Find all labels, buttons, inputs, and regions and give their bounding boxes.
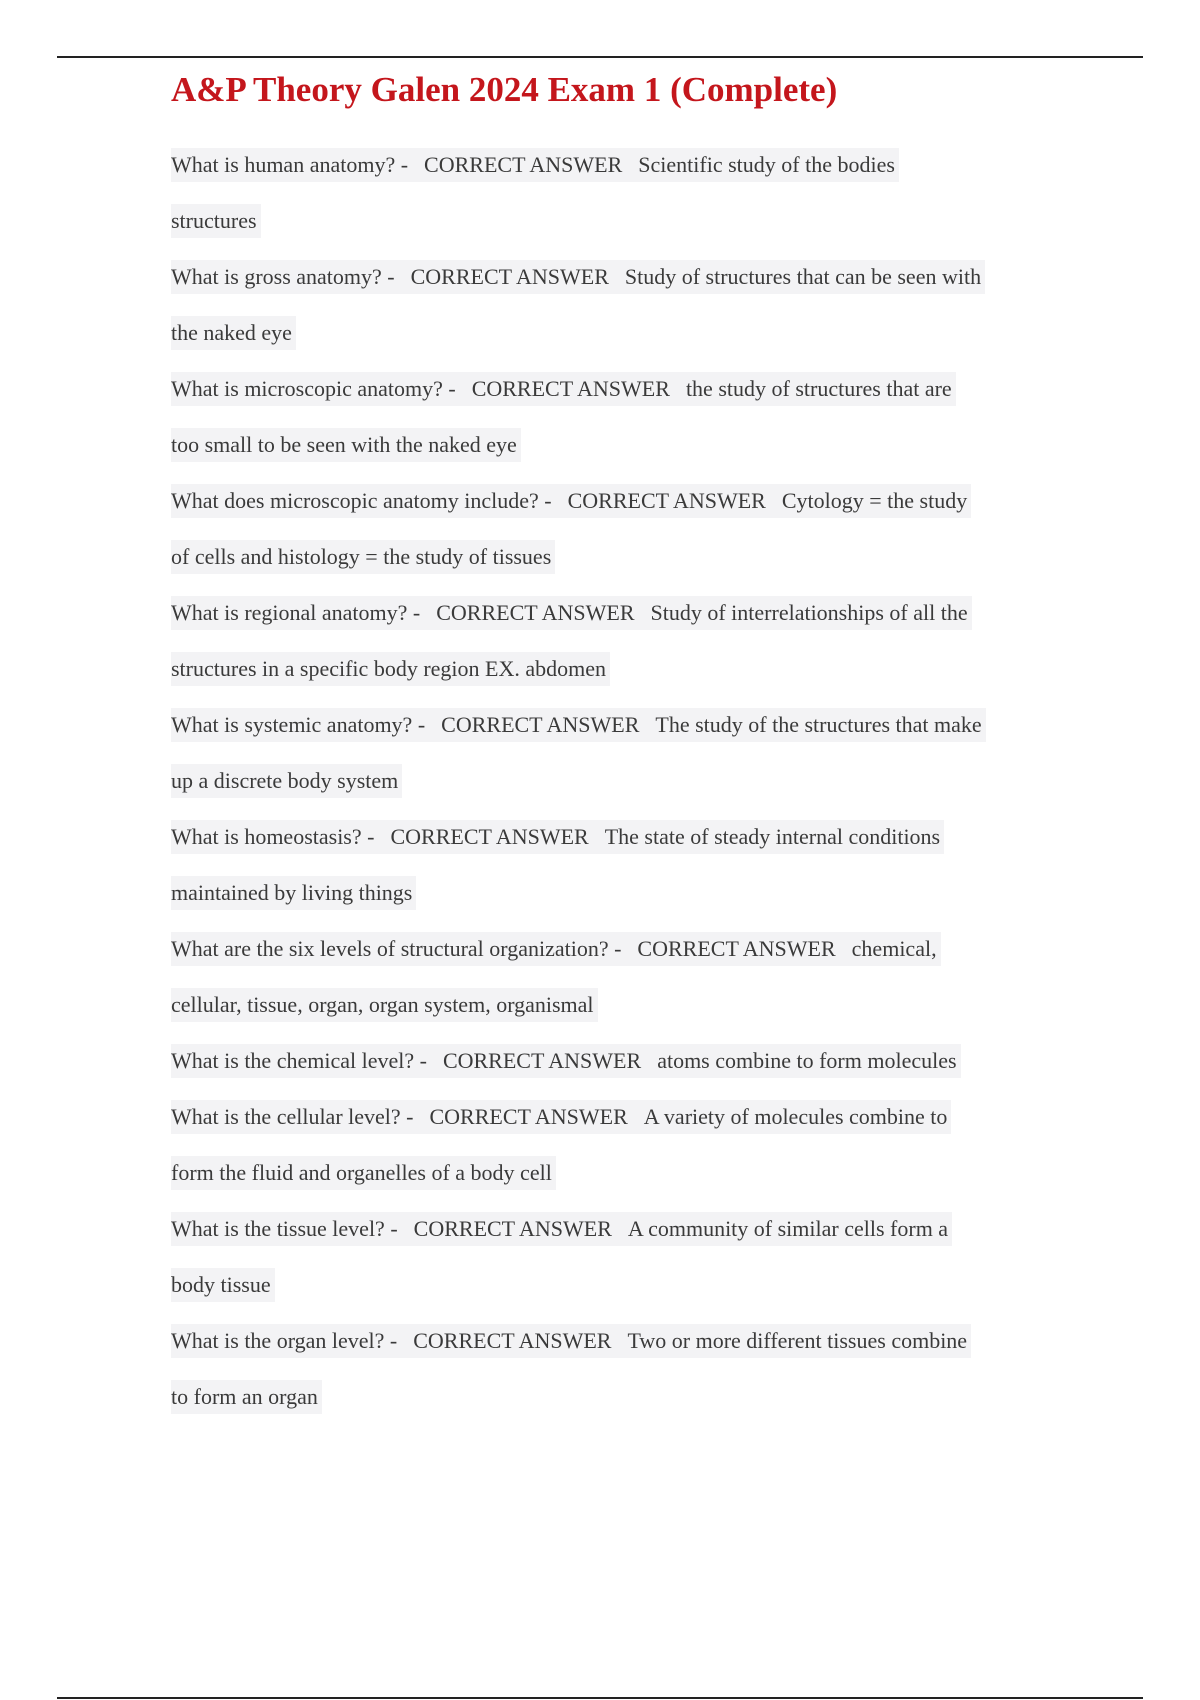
correct-answer-label: CORRECT ANSWER: [413, 1216, 612, 1241]
answer-text: The study of the structures that make: [655, 712, 982, 737]
question-separator: -: [614, 936, 622, 961]
answer-continuation-line: the naked eye: [171, 316, 296, 350]
answer-text: A variety of molecules combine to: [643, 1104, 948, 1129]
qa-question-line: [171, 932, 941, 966]
answer-text: Scientific study of the bodies: [638, 152, 895, 177]
qa-question-line: [171, 372, 956, 406]
question-separator: -: [417, 712, 426, 737]
question-separator: -: [389, 1328, 398, 1353]
correct-answer-label: CORRECT ANSWER: [441, 712, 640, 737]
question-separator: -: [400, 152, 409, 177]
answer-text: A community of similar cells form a: [627, 1216, 949, 1241]
qa-question-line: [171, 1100, 951, 1134]
answer-text: Cytology = the study: [781, 488, 968, 513]
correct-answer-label: CORRECT ANSWER: [567, 488, 766, 513]
question-separator: -: [448, 376, 456, 401]
question-text: What does microscopic anatomy include?: [171, 488, 539, 513]
question-text: What is regional anatomy?: [171, 600, 408, 625]
question-text: What is human anatomy?: [171, 152, 396, 177]
question-separator: -: [412, 600, 421, 625]
answer-text: Study of interrelationships of all the: [650, 600, 968, 625]
answer-continuation-line: form the fluid and organelles of a body cell: [171, 1156, 556, 1190]
answer-continuation-line: of cells and histology = the study of tissues: [171, 540, 555, 574]
qa-question-line: [171, 1324, 971, 1358]
question-text: What is gross anatomy?: [171, 264, 382, 289]
question-separator: -: [390, 1216, 398, 1241]
correct-answer-label: CORRECT ANSWER: [390, 824, 589, 849]
correct-answer-label: CORRECT ANSWER: [637, 936, 836, 961]
answer-text: atoms combine to form molecules: [657, 1048, 957, 1073]
correct-answer-label: CORRECT ANSWER: [413, 1328, 612, 1353]
question-separator: -: [406, 1104, 414, 1129]
correct-answer-label: CORRECT ANSWER: [471, 376, 670, 401]
correct-answer-label: CORRECT ANSWER: [410, 264, 609, 289]
answer-continuation-line: body tissue: [171, 1268, 275, 1302]
correct-answer-label: CORRECT ANSWER: [424, 152, 623, 177]
answer-text: The state of steady internal conditions: [604, 824, 941, 849]
question-text: What is microscopic anatomy?: [171, 376, 443, 401]
question-text: What is homeostasis?: [171, 824, 362, 849]
bottom-rule: [57, 1697, 1143, 1699]
qa-question-line: [171, 1044, 961, 1078]
qa-question-line: [171, 708, 986, 742]
qa-question-line: [171, 820, 944, 854]
qa-question-line: [171, 484, 971, 518]
answer-continuation-line: structures in a specific body region EX. abdomen: [171, 652, 610, 686]
answer-text: chemical,: [851, 936, 937, 961]
question-separator: -: [367, 824, 375, 849]
answer-text: Study of structures that can be seen with: [624, 264, 982, 289]
question-text: What is the organ level?: [171, 1328, 385, 1353]
answer-continuation-line: up a discrete body system: [171, 764, 402, 798]
question-text: What are the six levels of structural organization?: [171, 936, 609, 961]
question-separator: -: [419, 1048, 427, 1073]
correct-answer-label: CORRECT ANSWER: [429, 1104, 628, 1129]
answer-continuation-line: maintained by living things: [171, 876, 416, 910]
answer-continuation-line: too small to be seen with the naked eye: [171, 428, 521, 462]
correct-answer-label: CORRECT ANSWER: [442, 1048, 642, 1073]
answer-continuation-line: cellular, tissue, organ, organ system, organismal: [171, 988, 598, 1022]
answer-text: Two or more different tissues combine: [627, 1328, 968, 1353]
answer-continuation-line: to form an organ: [171, 1380, 322, 1414]
qa-question-line: [171, 148, 899, 182]
question-text: What is the cellular level?: [171, 1104, 401, 1129]
question-text: What is systemic anatomy?: [171, 712, 413, 737]
question-separator: -: [544, 488, 552, 513]
qa-question-line: [171, 1212, 952, 1246]
answer-continuation-line: structures: [171, 204, 261, 238]
correct-answer-label: CORRECT ANSWER: [436, 600, 635, 625]
question-text: What is the chemical level?: [171, 1048, 415, 1073]
question-text: What is the tissue level?: [171, 1216, 385, 1241]
qa-question-line: [171, 596, 972, 630]
answer-text: the study of structures that are: [685, 376, 952, 401]
document-title: A&P Theory Galen 2024 Exam 1 (Complete): [171, 70, 838, 109]
question-separator: -: [387, 264, 395, 289]
top-rule: [57, 56, 1143, 58]
qa-question-line: [171, 260, 985, 294]
